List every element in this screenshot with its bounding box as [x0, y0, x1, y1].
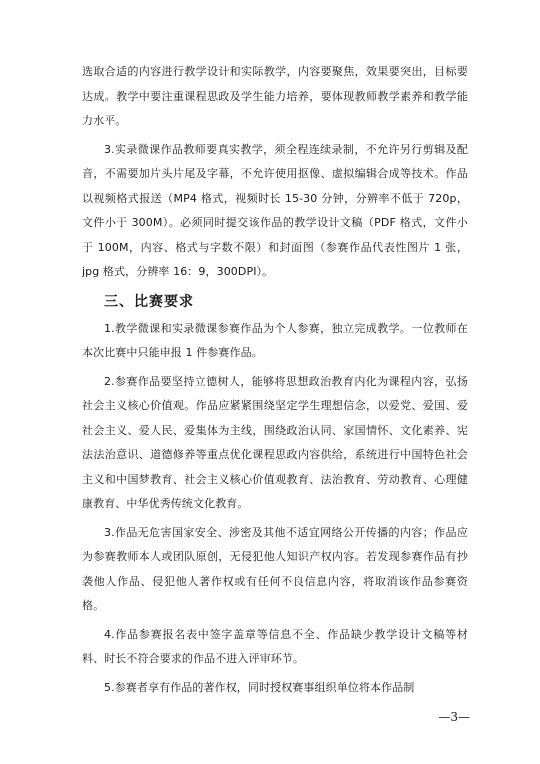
requirement-item-1: 1.教学微课和实录微课参赛作品为个人参赛，独立完成教学。一位教师在本次比赛中只能申报 1 件参赛作品。 [82, 321, 468, 359]
paragraph-recorded-lesson: 3.实录微课作品教师要真实教学，须全程连续录制，不允许另行剪辑及配音，不需要加片头片尾及字幕，不允许使用抠像、虚拟编辑合成等技术。作品以视频格式报送（MP4 格式，视频时长 15-30 分钟，分辨率不低于 720p，文件小于 300M）。必须同时提交该作品的教学设计文稿（PDF 格式，文件小于 100M，内容、格式与字数不限）和封面图（参赛作品代表性图片 1 张，jpg 格式，分辨率 16：9，300DPI）。 [82, 142, 468, 278]
requirement-item-3: 3.作品无危害国家安全、涉密及其他不适宜网络公开传播的内容；作品应为参赛教师本人或团队原创，无侵犯他人知识产权内容。若发现参赛作品有抄袭他人作品、侵犯他人著作权或有任何不良信息内容，将取消该作品参赛资格。 [82, 525, 468, 612]
section-heading: 三、比赛要求 [104, 293, 194, 310]
requirement-item-2: 2.参赛作品要坚持立德树人，能够将思想政治教育内化为课程内容，弘扬社会主义核心价值观。作品应紧紧围绕坚定学生理想信念，以爱党、爱国、爱社会主义、爱人民、爱集体为主线，围绕政治认同、家国情怀、文化素养、宪法法治意识、道德修养等重点优化课程思政内容供给，系统进行中国特色社会主义和中国梦教育、社会主义核心价值观教育、法治教育、劳动教育、心理健康教育、中华优秀传统文化教育。 [82, 374, 468, 510]
paragraph-continuation: 选取合适的内容进行教学设计和实际教学，内容要聚焦，效果要突出，目标要达成。教学中要注重课程思政及学生能力培养，要体现教师教学素养和教学能力水平。 [82, 65, 468, 127]
requirement-item-5: 5.参赛者享有作品的著作权，同时授权赛事组织单位将本作品制 [104, 680, 415, 694]
page-number: —3— [438, 710, 470, 724]
document-body [82, 60, 468, 704]
requirement-item-4: 4.作品参赛报名表中签字盖章等信息不全、作品缺少教学设计文稿等材料、时长不符合要求的作品不进入评审环节。 [82, 627, 468, 665]
